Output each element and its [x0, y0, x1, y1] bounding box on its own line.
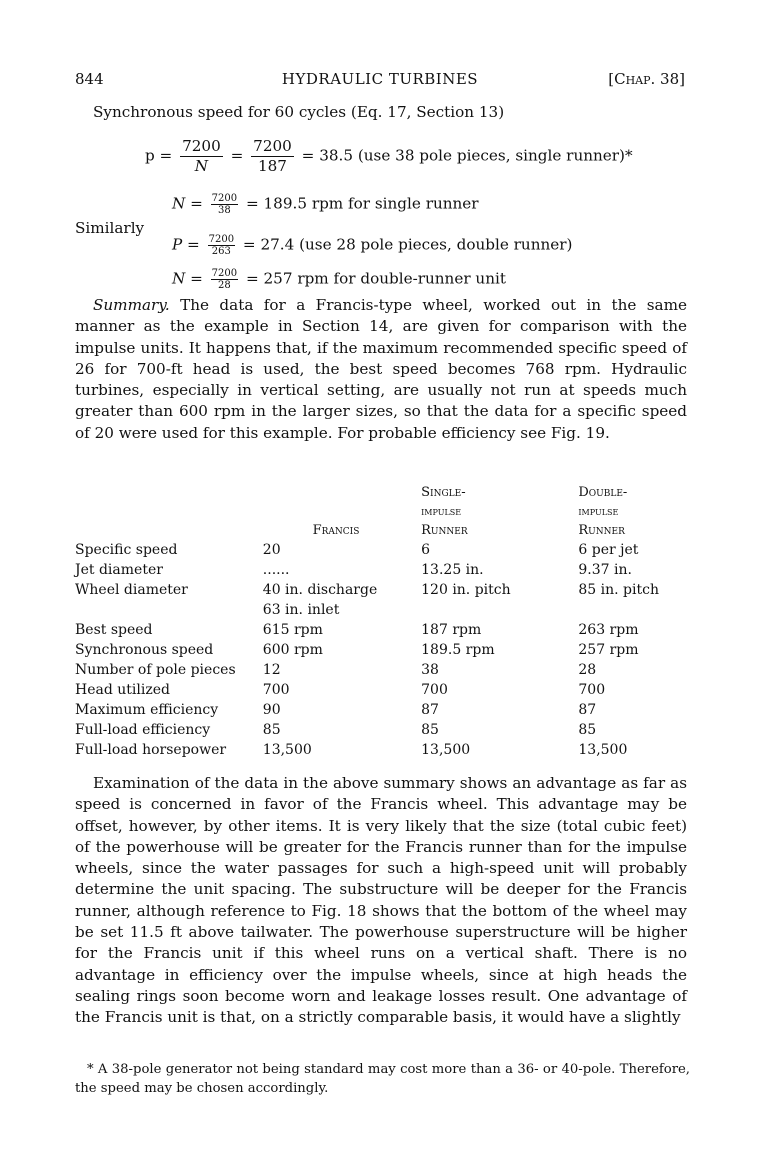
comparison-table	[75, 483, 690, 760]
cell-francis: 12	[262, 662, 281, 678]
cell-double-impulse: 87	[578, 702, 597, 718]
cell-francis: 40 in. discharge	[262, 582, 378, 598]
cell-double-impulse: 85 in. pitch	[578, 582, 659, 598]
equation-single-runner-speed	[172, 193, 479, 216]
eq1-frac2-numerator: 7200	[253, 137, 292, 155]
chapter-label: [Chap. 38]	[608, 70, 685, 88]
row-label: Best speed	[75, 622, 153, 638]
cell-francis: 63 in. inlet	[262, 602, 340, 618]
footnote-text: * A 38-pole generator not being standard may cost more than a 36- or 40-pole. Therefore, the speed may be chosen accordingly.	[75, 1062, 690, 1096]
table-row	[75, 680, 690, 700]
equation-pole-count	[145, 137, 633, 176]
summary-lead: Summary.	[93, 296, 170, 314]
cell-double-impulse: 13,500	[578, 742, 628, 758]
eq2-lhs: N =	[172, 194, 203, 213]
table-header-row	[75, 483, 690, 540]
table-row	[75, 560, 690, 580]
header-francis-line: Francis	[312, 523, 360, 538]
cell-francis: 600 rpm	[262, 642, 323, 658]
cell-single-impulse: 38	[421, 662, 439, 678]
eq4-numerator: 7200	[211, 268, 238, 279]
eq4-fraction	[211, 268, 238, 291]
cell-double-impulse: 9.37 in.	[578, 562, 632, 578]
cell-single-impulse: 13.25 in.	[421, 562, 484, 578]
header-single-line-2: impulse	[421, 505, 462, 518]
cell-single-impulse: 700	[421, 682, 448, 698]
summary-paragraph	[75, 295, 687, 444]
eq1-rhs: = 38.5 (use 38 pole pieces, single runner)*	[301, 146, 633, 165]
running-title: HYDRAULIC TURBINES	[281, 70, 479, 88]
table-row	[75, 720, 690, 740]
equation-double-runner-poles	[172, 234, 572, 257]
row-label: Full-load efficiency	[75, 722, 211, 738]
eq1-fraction-1	[180, 137, 223, 176]
header-francis	[255, 483, 409, 540]
cell-francis: 85	[262, 722, 281, 738]
cell-single-impulse: 87	[421, 702, 439, 718]
cell-single-impulse: 13,500	[421, 742, 471, 758]
table-row	[75, 620, 690, 640]
cell-double-impulse: 257 rpm	[578, 642, 639, 658]
cell-double-impulse	[550, 600, 690, 620]
examination-paragraph: Examination of the data in the above summary shows an advantage as far as speed is concerned in favor of the Francis wheel. This advantage may be offset, however, by other items. It is very likely that the size (total cubic feet) of the powerhouse will be greater for the Francis runner than for the impulse wheels, since the water passages for such a high-speed unit will probably determine the unit spacing. The substructure will be deeper for the Francis runner, although reference to Fig. 18 shows that the bottom of the wheel may be set 11.5 ft above tailwater. The powerhouse superstructure will be higher for the Francis unit if this wheel runs on a vertical shaft. There is no advantage in efficiency over the impulse wheels, since at high heads the sealing rings soon become worn and leakage losses result. One advantage of the Francis unit is that, on a strictly comparable basis, it would have a slightly	[75, 774, 687, 1027]
cell-francis: ......	[262, 562, 290, 578]
eq2-denominator: 38	[218, 205, 231, 216]
header-single-impulse	[409, 483, 550, 540]
cell-single-impulse: 187 rpm	[421, 622, 482, 638]
cell-francis: 700	[262, 682, 290, 698]
eq3-denominator: 263	[211, 246, 231, 257]
header-single-line-3: Runner	[421, 523, 468, 538]
row-label	[75, 600, 255, 620]
eq4-denominator: 28	[218, 280, 231, 291]
eq1-frac1-numerator: 7200	[182, 137, 221, 155]
eq2-numerator: 7200	[211, 193, 238, 204]
row-label: Jet diameter	[75, 562, 163, 578]
cell-single-impulse: 6	[421, 542, 431, 558]
equation-double-runner-speed	[172, 268, 506, 291]
page-number: 844	[75, 70, 104, 88]
table-row	[75, 740, 690, 760]
table-row	[75, 580, 690, 600]
header-double-impulse	[550, 483, 690, 540]
eq4-lhs: N =	[172, 269, 203, 288]
cell-double-impulse: 700	[578, 682, 606, 698]
row-label: Full-load horsepower	[75, 742, 227, 758]
table-row	[75, 640, 690, 660]
eq3-rhs: = 27.4 (use 28 pole pieces, double runner)	[242, 235, 573, 254]
cell-single-impulse: 85	[421, 722, 439, 738]
eq2-rhs: = 189.5 rpm for single runner	[245, 194, 479, 213]
cell-single-impulse: 120 in. pitch	[421, 582, 511, 598]
eq3-lhs: P =	[172, 235, 200, 254]
footnote	[75, 1060, 690, 1098]
eq3-fraction	[208, 234, 235, 257]
row-label: Wheel diameter	[75, 582, 188, 598]
cell-francis: 13,500	[262, 742, 312, 758]
table-row	[75, 600, 690, 620]
header-double-line-3: Runner	[578, 523, 625, 538]
eq1-lhs: p =	[145, 146, 173, 165]
eq2-fraction	[211, 193, 238, 216]
summary-text: The data for a Francis-type wheel, worked out in the same manner as the example in Section 14, are given for comparison with the impulse units. It happens that, if the maximum recommended specific speed of 26 for 700-ft head is used, the best speed becomes 768 rpm. Hydraulic turbines, especially in vertical setting, are usually not run at speeds much greater than 600 rpm in the larger sizes, so that the data for a specific speed of 20 were used for this example. For probable efficiency see Fig. 19.	[75, 296, 688, 442]
eq4-rhs: = 257 rpm for double-runner unit	[245, 269, 506, 288]
row-label: Number of pole pieces	[75, 662, 236, 678]
eq1-frac1-denominator: N	[194, 157, 209, 175]
similarly-label: Similarly	[75, 219, 145, 237]
table-row	[75, 660, 690, 680]
table-body	[75, 540, 690, 760]
eq3-numerator: 7200	[208, 234, 235, 245]
intro-line: Synchronous speed for 60 cycles (Eq. 17, Section 13)	[93, 103, 505, 121]
header-label-column	[75, 483, 255, 540]
table-row	[75, 540, 690, 560]
eq1-equals: =	[230, 146, 244, 165]
cell-single-impulse: 189.5 rpm	[421, 642, 495, 658]
row-label: Specific speed	[75, 542, 178, 558]
eq1-frac2-denominator: 187	[257, 157, 287, 175]
running-header	[75, 70, 685, 94]
eq1-fraction-2	[251, 137, 294, 176]
row-label: Maximum efficiency	[75, 702, 219, 718]
cell-single-impulse	[409, 600, 550, 620]
header-single-line-1: Single-	[421, 485, 466, 500]
cell-double-impulse: 6 per jet	[578, 542, 639, 558]
table-row	[75, 700, 690, 720]
cell-francis: 615 rpm	[262, 622, 323, 638]
header-double-line-2: impulse	[578, 505, 619, 518]
cell-francis: 90	[262, 702, 281, 718]
row-label: Synchronous speed	[75, 642, 214, 658]
row-label: Head utilized	[75, 682, 170, 698]
cell-double-impulse: 28	[578, 662, 597, 678]
header-double-line-1: Double-	[578, 485, 628, 500]
cell-double-impulse: 263 rpm	[578, 622, 639, 638]
cell-francis: 20	[262, 542, 281, 558]
cell-double-impulse: 85	[578, 722, 597, 738]
